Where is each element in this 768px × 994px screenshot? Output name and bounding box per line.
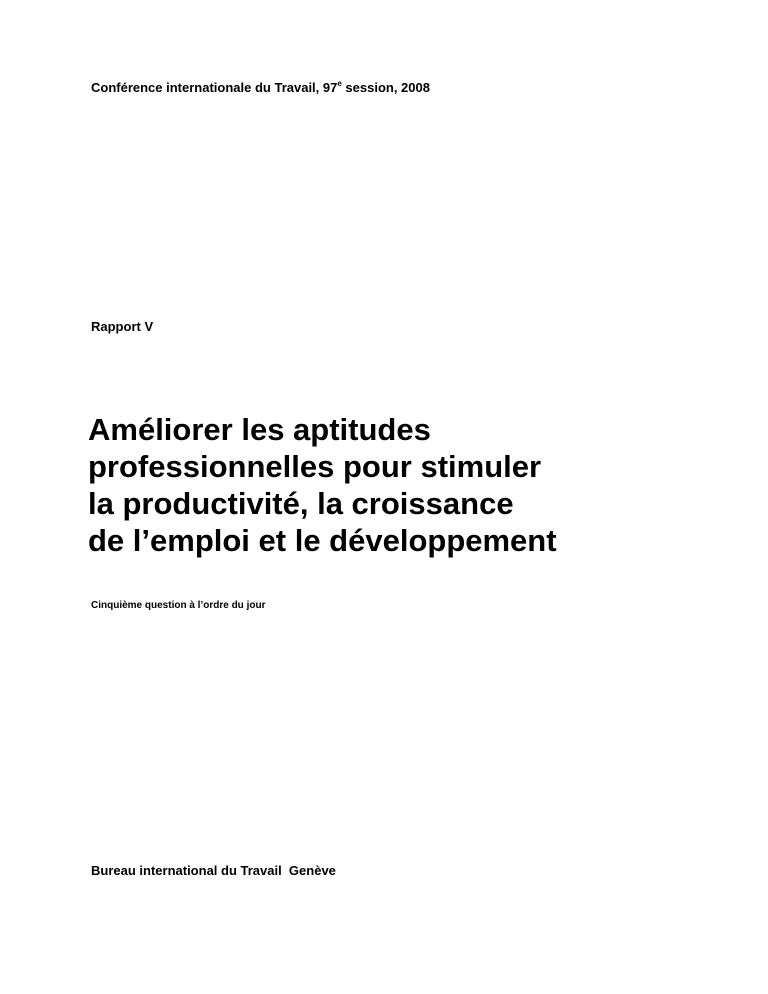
session-ordinal-suffix: e [337, 78, 342, 88]
report-number: Rapport V [91, 319, 154, 334]
agenda-item: Cinquième question à l’ordre du jour [91, 600, 266, 611]
report-title [88, 411, 688, 559]
conference-name: Conférence internationale du Travail, 97 [91, 80, 338, 95]
conference-session-year: session, 2008 [341, 80, 430, 95]
report-title-line: de l’emploi et le développement [88, 523, 557, 558]
publisher-line: Bureau international du Travail Genève [91, 863, 336, 878]
conference-line [91, 80, 430, 96]
report-title-line: la productivité, la croissance [88, 486, 514, 521]
report-title-line: Améliorer les aptitudes [88, 412, 431, 447]
report-title-line: professionnelles pour stimuler [88, 449, 542, 484]
